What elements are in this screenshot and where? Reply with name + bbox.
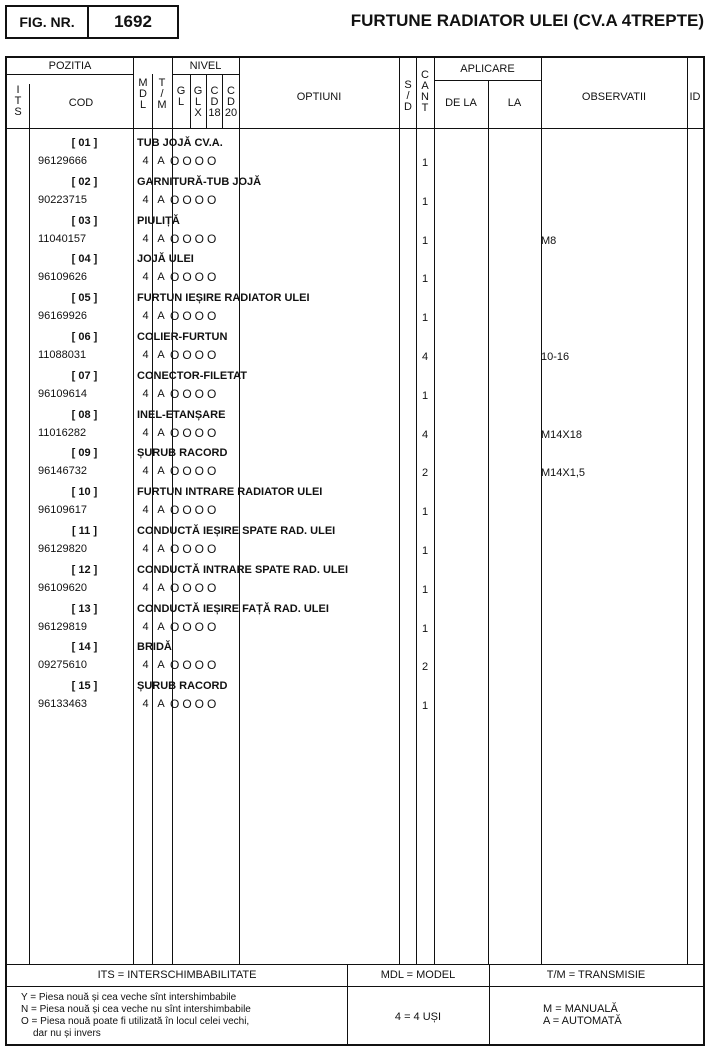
part-position (7, 564, 132, 576)
part-mdl: 4 (142, 581, 149, 594)
header-cant: C A N T (421, 69, 429, 114)
part-quantity: 1 (421, 195, 429, 208)
part-quantity: 1 (421, 545, 429, 557)
part-name: TUB JOJĂ CV.A. (137, 137, 223, 149)
header-la: LA (507, 97, 522, 109)
part-name: ȘURUB RACORD (137, 447, 228, 460)
part-transmission: A (157, 155, 165, 167)
part-name: BRIDĂ (137, 641, 172, 654)
header-mdl: M D L (138, 77, 148, 111)
part-name: ȘURUB RACORD (137, 680, 228, 693)
header-nivel: NIVEL (189, 60, 222, 72)
header-observatii: OBSERVATII (581, 91, 647, 103)
part-quantity: 1 (421, 312, 429, 325)
header-cd20: C D 20 (224, 85, 238, 119)
part-position-label: [ 02 ] (71, 175, 98, 188)
part-transmission: A (157, 581, 165, 594)
part-mdl: 4 (142, 387, 149, 400)
part-position-label: [ 06 ] (71, 331, 98, 343)
part-code: 96109620 (38, 581, 87, 594)
part-position-label: [ 03 ] (71, 214, 98, 227)
part-code: 11016282 (38, 426, 87, 439)
part-mdl: 4 (142, 349, 149, 361)
part-quantity: 1 (421, 700, 429, 713)
part-transmission: A (157, 659, 165, 672)
part-mdl: 4 (142, 543, 149, 555)
part-levels: OOOO (170, 309, 220, 324)
figure-number-box (5, 5, 179, 39)
header-cd18: C D 18 (208, 85, 221, 119)
header-sd: S / D (404, 79, 412, 113)
part-code: 09275610 (38, 659, 87, 672)
part-levels: OOOO (170, 542, 220, 556)
part-levels: OOOO (170, 192, 220, 207)
part-observation: M14X18 (541, 428, 582, 441)
part-position-label: [ 14 ] (71, 641, 98, 654)
part-position-label: [ 04 ] (71, 253, 98, 266)
part-position (7, 603, 132, 615)
part-name: CONDUCTĂ IEȘIRE SPATE RAD. ULEI (137, 525, 336, 537)
part-position-label: [ 09 ] (71, 447, 98, 460)
part-position-label: [ 10 ] (71, 486, 98, 499)
header-de-la: DE LA (445, 97, 477, 109)
col-divider (239, 58, 240, 964)
part-position-label: [ 01 ] (71, 137, 98, 149)
part-name: JOJĂ ULEI (137, 253, 194, 266)
header-id: ID (689, 91, 701, 103)
part-code: 96129819 (38, 620, 87, 633)
part-transmission: A (157, 387, 165, 400)
part-code: 90223715 (38, 193, 87, 206)
header-its: I T S (14, 84, 22, 118)
part-mdl: 4 (142, 426, 149, 439)
col-divider (133, 58, 134, 964)
part-transmission: A (157, 465, 165, 478)
part-quantity: 1 (421, 389, 429, 402)
header-glx: G L X (193, 85, 203, 119)
part-quantity: 2 (421, 661, 429, 674)
part-quantity: 1 (421, 234, 429, 247)
part-observation: M8 (541, 234, 557, 247)
part-mdl: 4 (142, 232, 149, 245)
part-transmission: A (157, 349, 165, 361)
part-position-label: [ 13 ] (71, 602, 98, 615)
part-mdl: 4 (142, 271, 149, 284)
row-divider (7, 74, 133, 75)
part-levels: OOOO (170, 231, 220, 246)
part-levels: OOOO (170, 386, 220, 401)
col-divider (152, 74, 153, 964)
footer-tm-legend: M = MANUALĂ A = AUTOMATĂ (543, 1003, 622, 1027)
part-quantity: 4 (421, 351, 429, 363)
header-tm: T / M (157, 77, 167, 111)
part-mdl: 4 (142, 193, 149, 206)
header-gl: G L (176, 85, 186, 108)
part-mdl: 4 (142, 698, 149, 711)
col-divider (434, 58, 435, 964)
part-position-label: [ 12 ] (71, 563, 98, 576)
part-position (7, 641, 132, 653)
part-quantity: 1 (421, 273, 429, 286)
part-position (7, 331, 132, 343)
part-name: FURTUN IEȘIRE RADIATOR ULEI (137, 292, 310, 305)
part-code: 96109614 (38, 387, 87, 400)
part-position-label: [ 07 ] (71, 369, 98, 382)
header-aplicare: APLICARE (460, 63, 515, 75)
part-mdl: 4 (142, 620, 149, 633)
part-position-label: [ 05 ] (71, 292, 98, 305)
row-divider (172, 74, 239, 75)
part-transmission: A (157, 698, 165, 711)
part-code: 96146732 (38, 465, 87, 478)
part-levels: OOOO (170, 348, 220, 362)
footer-its-legend: Y = Piesa nouă și cea veche sînt intershimbabile N = Piesa nouă și cea veche nu sînt intershimbabile O = Piesa nouă poate fi utilizată în locul celei vechi, dar nu și invers (21, 992, 251, 1039)
part-code: 11088031 (38, 349, 87, 361)
part-position-label: [ 11 ] (71, 525, 98, 537)
part-code: 96109617 (38, 504, 87, 517)
footer-its-title: ITS = INTERSCHIMBABILITATE (97, 969, 257, 981)
part-transmission: A (157, 426, 165, 439)
part-quantity: 1 (421, 583, 429, 596)
part-position-label: [ 08 ] (71, 408, 98, 421)
part-transmission: A (157, 620, 165, 633)
part-quantity: 2 (421, 467, 429, 480)
part-code: 96133463 (38, 698, 87, 711)
row-divider (434, 80, 541, 81)
parts-table (5, 56, 705, 1046)
part-position (7, 253, 132, 265)
footer-mdl-title: MDL = MODEL (380, 969, 456, 981)
part-transmission: A (157, 543, 165, 555)
part-transmission: A (157, 310, 165, 323)
col-divider (541, 58, 542, 964)
footer-tm-title: T/M = TRANSMISIE (546, 969, 646, 981)
part-levels: OOOO (170, 697, 220, 712)
part-position (7, 176, 132, 188)
footer-mid-line (7, 986, 703, 987)
part-position (7, 486, 132, 498)
part-levels: OOOO (170, 658, 220, 673)
col-divider (416, 58, 417, 964)
part-name: COLIER-FURTUN (137, 331, 228, 343)
part-code: 96109626 (38, 271, 87, 284)
header-bottom-line (7, 128, 703, 129)
part-position (7, 525, 132, 537)
part-levels: OOOO (170, 619, 220, 634)
part-code: 96169926 (38, 310, 87, 323)
col-divider (687, 58, 688, 964)
part-position (7, 447, 132, 459)
part-position (7, 292, 132, 304)
part-code: 11040157 (38, 232, 87, 245)
part-name: CONDUCTĂ IEȘIRE FAȚĂ RAD. ULEI (137, 602, 329, 615)
part-observation: 10-16 (541, 351, 570, 363)
part-name: CONECTOR-FILETAT (137, 369, 247, 382)
part-transmission: A (157, 193, 165, 206)
part-transmission: A (157, 504, 165, 517)
footer-top-line (7, 964, 703, 965)
part-quantity: 1 (421, 506, 429, 519)
part-transmission: A (157, 232, 165, 245)
part-position (7, 680, 132, 692)
part-code: 96129666 (38, 155, 87, 167)
part-levels: OOOO (170, 154, 220, 168)
part-position-label: [ 15 ] (71, 680, 98, 693)
part-levels: OOOO (170, 503, 220, 518)
part-levels: OOOO (170, 464, 220, 479)
part-name: PIULIȚĂ (137, 214, 180, 227)
figure-number: 1692 (114, 12, 152, 31)
part-mdl: 4 (142, 310, 149, 323)
part-name: FURTUN INTRARE RADIATOR ULEI (137, 486, 323, 499)
part-name: INEL-ETANȘARE (137, 408, 226, 421)
part-observation: M14X1,5 (541, 467, 586, 480)
page-title: FURTUNE RADIATOR ULEI (CV.A 4TREPTE) (350, 11, 704, 30)
header-pozitia: POZITIA (48, 60, 92, 72)
header-cod: COD (68, 97, 94, 109)
part-mdl: 4 (142, 465, 149, 478)
col-divider (488, 80, 489, 964)
part-quantity: 1 (421, 157, 429, 169)
part-position (7, 215, 132, 227)
part-levels: OOOO (170, 580, 220, 595)
part-name: GARNITURĂ-TUB JOJĂ (137, 175, 262, 188)
part-levels: OOOO (170, 270, 220, 285)
part-position (7, 137, 132, 149)
part-quantity: 4 (421, 428, 429, 441)
part-name: CONDUCTĂ INTRARE SPATE RAD. ULEI (137, 563, 349, 576)
col-divider (399, 58, 400, 964)
part-transmission: A (157, 271, 165, 284)
part-quantity: 1 (421, 622, 429, 635)
part-mdl: 4 (142, 659, 149, 672)
part-position (7, 370, 132, 382)
part-code: 96129820 (38, 543, 87, 555)
footer-mdl-value: 4 = 4 UȘI (394, 1011, 442, 1023)
part-position (7, 409, 132, 421)
part-mdl: 4 (142, 504, 149, 517)
figure-label: FIG. NR. (7, 7, 89, 37)
part-mdl: 4 (142, 155, 149, 167)
header-optiuni: OPTIUNI (296, 91, 342, 103)
part-levels: OOOO (170, 425, 220, 440)
